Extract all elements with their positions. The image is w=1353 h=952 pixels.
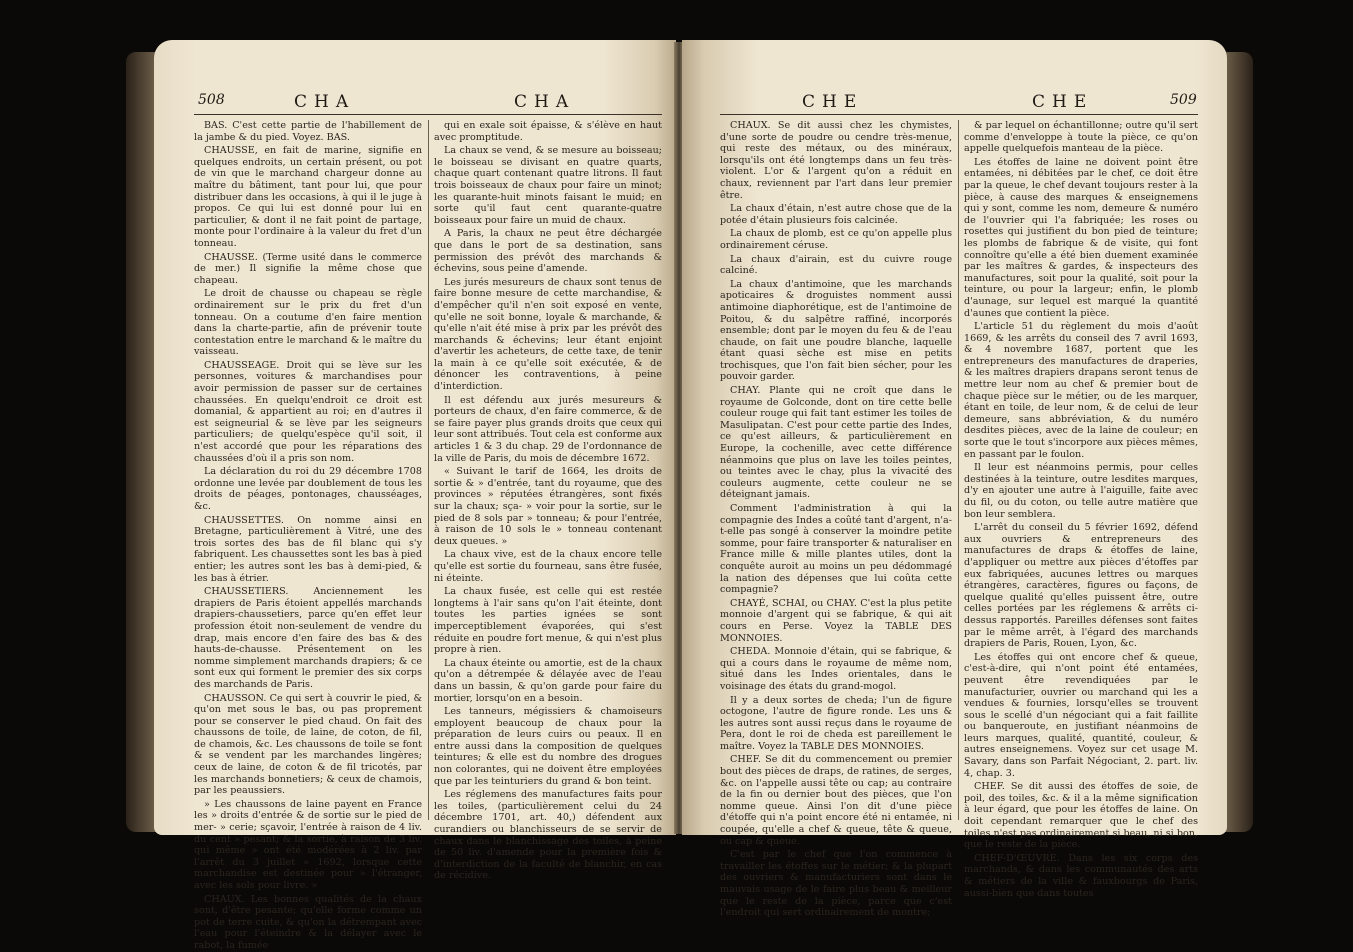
paragraph: CHEF. Se dit du commencement ou premier bout des pièces de draps, de ratines, de serges, &c. on l'appelle aussi tête ou cap; au contraire de la fin ou dernier bout des pièces, que l'on nomme queue. Ainsi l'on dit d'une pièce d'étoffe qui n'a point encore été ni entamée, ni coupée, qu'elle a chef & queue, tête & queue, ou cap & queue. xyxy=(720,754,953,847)
paragraph: L'article 51 du règlement du mois d'août 1669, & les arrêts du conseil des 7 avril 1693, & 4 novembre 1687, portent que les entrepreneurs des manufactures de draperies, & les maîtres drapiers drapans seront tenus de mettre leur nom au chef & premier bout de chaque pièce sur le métier, ou de les marquer, étant en toile, de leur nom, & de celui de leur demeure, sans abbréviation, & du numéro desdites pièces, avec de la laine de couleur; en sorte que le tout s'incorpore aux pièces mêmes, en passant par le foulon. xyxy=(964,321,1198,460)
right-header-rule xyxy=(720,114,1198,115)
paragraph: A Paris, la chaux ne peut être déchargée que dans le port de sa destination, sans permission des prévôt des marchands & échevins, sous peine d'amende. xyxy=(434,228,662,275)
right-page-number: 509 xyxy=(1170,92,1197,108)
paragraph: CHAUSSE, en fait de marine, signifie en quelques endroits, un certain présent, ou pot de vin que le marchand chargeur donne au maître du bâtiment, tant pour lui, que pour distribuer dans les occasions, à qui il le juge à propos. Ce qui lui est donné pour lui en particulier, & dont il ne fait point de partage, monte pour l'ordinaire à la valeur du fret d'un tonneau. xyxy=(194,145,422,249)
paragraph: CHAUX. Les bonnes qualités de la chaux sont, d'être pesante; qu'elle forme comme un pot de terre cuite, & qu'on la détrempant avec l'eau pour l'éteindre & la délayer avec le rabot, la fumée xyxy=(194,893,422,951)
paragraph: & par lequel on échantillonne; outre qu'il sert comme d'enveloppe à toute la pièce, ce qu'on appelle quelquefois manteau de la pièce. xyxy=(964,120,1198,155)
paragraph: Comment l'administration à qui la compagnie des Indes a coûté tant d'argent, n'a-t-elle pas songé à conserver la moindre petite somme, pour faire transporter & naturaliser en France mille & mille plantes utiles, dont la conquête auroit au moins un peu dédommagé la nation des dépenses que lui coûta cette compagnie? xyxy=(720,503,952,596)
left-column-divider xyxy=(428,120,429,820)
paragraph: L'arrêt du conseil du 5 février 1692, défend aux ouvriers & entrepreneurs des manufactures de draps & étoffes de laine, d'appliquer ou mettre aux pièces d'étoffes par eux fabriquées, aucunes lettres ou marques étrangères, caractères, figures ou façons, de quelque qualité qu'elles puissent être, outre celles portées par les réglemens & arrêts ci-dessus rapportés. Pareilles défenses sont faites par le même arrêt, à l'égard des marchands drapiers de Paris, Rouen, Lyon, &c. xyxy=(964,522,1198,650)
paragraph: Il y a deux sortes de cheda; l'un de figure octogone, l'autre de figure ronde. Les uns & les autres sont aussi reçus dans le royaume de Pera, dont le roi de cheda est pareillement le maître. Voyez la TABLE DES MONNOIES. xyxy=(720,694,952,752)
paragraph: qui en exale soit épaisse, & s'élève en haut avec promptitude. xyxy=(434,120,662,143)
paragraph: CHAUSSEAGE. Droit qui se lève sur les personnes, voitures & marchandises pour avoir permission de passer sur de certaines chaussées. En quelqu'endroit ce droit est domanial, & appartient au roi; en d'autres il est seigneurial & se lève par les seigneurs particuliers; de quelqu'espèce qu'il soit, il n'est accordé que pour les réparations des chaussées d'où il a pris son nom. xyxy=(194,359,422,464)
left-column-1 xyxy=(194,120,422,951)
paragraph: La chaux d'antimoine, que les marchands apoticaires & droguistes nomment aussi antimoine diaphorétique, est de l'antimoine de Poitou, & du salpêtre raffiné, incorporés ensemble; dont par le moyen du feu & de l'eau chaude, on fait une poudre blanche, laquelle étant quasi sèche est mise en petits trochisques, que l'on fait bien sécher, pour les pouvoir garder. xyxy=(720,278,952,383)
paragraph: La chaux éteinte ou amortie, est de la chaux qu'on a détrempée & délayée avec de l'eau dans un bassin, & qu'on garde pour faire du mortier, lorsqu'on en a besoin. xyxy=(434,657,662,704)
book-edge-left xyxy=(126,52,156,832)
paragraph: CHEF. Se dit aussi des étoffes de soie, de poil, des toiles, &c. & il a la même signification à leur égard, que pour les étoffes de laine. On doit cependant remarquer que le chef des toiles n'est pas ordinairement si beau, ni si bon, que le reste de la pièce. xyxy=(964,781,1198,851)
right-column-2 xyxy=(964,120,1198,899)
paragraph: Les réglemens des manufactures faits pour les toiles, (particulièrement celui du 24 décembre 1701, art. 40,) défendent aux curandiers ou blanchisseurs de se servir de chaux dans le blanchissage des toiles, à peine de 50 liv. d'amende pour la première fois & d'interdiction de la faculté de blanchir, en cas de récidive. xyxy=(434,789,662,882)
paragraph: C'est par le chef que l'on commence à travailler les étoffes sur le métier; & la plupart des ouvriers & manufacturiers sont dans le mauvais usage de le faire plus beau & meilleur que le reste de la pièce, parce que c'est l'endroit qui sert ordinairement de montre; xyxy=(720,849,952,919)
paragraph: » Les chaussons de laine payent en France les » droits d'entrée & de sortie sur le pied de mer- » cerie; sçavoir, l'entrée à raison de 4 liv. du cent » pesant; & la sortie, à raison de 3 liv. qui même » ont été modérées à 2 liv. par l'arrêt du 3 juillet » 1692, lorsque cette marchandise est destinée pour » l'étranger, avec les sols pour livre. » xyxy=(194,798,422,891)
right-column-1 xyxy=(720,120,953,919)
paragraph: CHAUSSETIERS. Anciennement les drapiers de Paris étoient appellés marchands drapiers-chaussetiers, parce qu'en effet leur profession étoit non-seulement de vendre du drap, mais encore d'en faire des bas & des hauts-de-chausse. Présentement on les nomme simplement marchands drapiers; & ce sont eux qui forment le premier des six corps des marchands de Paris. xyxy=(194,586,422,690)
paragraph: CHAUSSETTES. On nomme ainsi en Bretagne, particulièrement à Vitré, une des trois sortes des bas de fil blanc qui s'y fabriquent. Les chaussettes sont les bas à pied entier; les autres sont les bas à demi-pied, & les bas à étrier. xyxy=(194,514,422,584)
paragraph: CHEDA. Monnoie d'étain, qui se fabrique, & qui a cours dans le royaume de même nom, situé dans les Indes orientales, dans le voisinage des états du grand-mogol. xyxy=(720,646,952,692)
paragraph: BAS. C'est cette partie de l'habillement de la jambe & du pied. Voyez. BAS. xyxy=(194,120,422,143)
paragraph: CHEF-D'ŒUVRE. Dans les six corps des marchands, & dans les communautés des arts & métiers de la ville & fauxbourgs de Paris, aussi-bien que dans toutes xyxy=(964,852,1198,899)
paragraph: Il est défendu aux jurés mesureurs & porteurs de chaux, d'en faire commerce, & de se faire payer plus grands droits que ceux qui leur sont attribués. Tout cela est conforme aux articles 1 & 3 du chap. 29 de l'ordonnance de la ville de Paris, du mois de décembre 1672. xyxy=(434,394,662,464)
left-running-head-1: CHA xyxy=(294,92,356,112)
paragraph: Les étoffes qui ont encore chef & queue, c'est-à-dire, qui n'ont point été entamées, peuvent être revendiquées par le manufacturier, ouvrier ou marchand qui les a vendues & fournies, lorsqu'elles se trouvent sous le scellé d'un négociant qui a fait faillite ou banqueroute, en justifiant néanmoins de leurs marques, qualité, quantité, couleur, & autres enseignemens. Voyez sur cet usage M. Savary, dans son Parfait Négociant, 2. part. liv. 4, chap. 3. xyxy=(964,651,1198,779)
left-running-head-2: CHA xyxy=(514,92,576,112)
paragraph: La chaux vive, est de la chaux encore telle qu'elle est sortie du fourneau, sans être fusée, ni éteinte. xyxy=(434,549,662,584)
paragraph: « Suivant le tarif de 1664, les droits de sortie & » d'entrée, tant du royaume, que des provinces » réputées étrangères, sont fixés sur la chaux; sça- » voir pour la sortie, sur le pied de 8 sols par » tonneau; & pour l'entrée, à raison de 10 sols le » tonneau contenant deux queues. » xyxy=(434,466,662,547)
paragraph: La déclaration du roi du 29 décembre 1708 ordonne une levée par doublement de tous les droits de péages, pontonages, chausséages, &c. xyxy=(194,466,422,512)
right-running-head-1: CHE xyxy=(802,92,864,112)
paragraph: CHAY. Plante qui ne croît que dans le royaume de Golconde, dont on tire cette belle couleur rouge qui fait tant estimer les toiles de Masulipatan. C'est pour cette partie des Indes, ce qu'est ailleurs, & particulièrement en Europe, la cochenille, avec cette différence néanmoins que plus on lave les toiles peintes, ou teintes avec le chay, plus la vivacité des couleurs augmente, cette couleur ne se déteignant jamais. xyxy=(720,385,952,501)
open-book xyxy=(6,12,1347,951)
paragraph: Il leur est néanmoins permis, pour celles destinées à la teinture, outre lesdites marques, d'y en ajouter une autre à l'aiguille, faite avec du fil, ou du coton, ou telle autre matière que bon leur semblera. xyxy=(964,462,1198,520)
left-page xyxy=(154,40,676,951)
right-column-divider xyxy=(958,120,959,820)
paragraph: La chaux fusée, est celle qui est restée longtems à l'air sans qu'on l'ait éteinte, dont toutes les parties ignées se sont imperceptiblement évaporées, qui s'est réduite en poudre fort menue, & qui n'est plus propre à rien. xyxy=(434,586,662,656)
paragraph: La chaux de plomb, est ce qu'on appelle plus ordinairement céruse. xyxy=(720,228,952,251)
book-edge-right xyxy=(1225,52,1253,832)
paragraph: Les étoffes de laine ne doivent point être entamées, ni débitées par le chef, ce doit être par la queue, le chef devant toujours rester à la pièce, à cause des marques & enseignemens qui y sont, comme les nom, demeure & numéro de l'ouvrier qui l'a fabriquée; les roses ou rosettes qui justifient du bon pied de teinture; les plombs de fabrique & de visite, qui font connoître qu'elle a été bien duement examinée par les maîtres & gardes, & inspecteurs des manufactures, soit pour la qualité, soit pour la teinture, ou pour la largeur; enfin, le plomb d'aunage, sur lequel est marqué la quantité d'aunes que contient la pièce. xyxy=(964,156,1198,319)
paragraph: CHAUSSON. Ce qui sert à couvrir le pied, & qu'on met sous le bas, ou pas proprement pour se conserver le pied chaud. On fait des chaussons de toile, de laine, de coton, de fil, de chamois, &c. Les chaussons de toile se font & se vendent par les marchandes lingères; ceux de laine, de coton & de fil tricotés, par les marchands bonnetiers; & ceux de chamois, par les peaussiers. xyxy=(194,692,422,797)
paragraph: CHAYÉ, SCHAI, ou CHAY. C'est la plus petite monnoie d'argent qui se fabrique, & qui ait cours en Perse. Voyez la TABLE DES MONNOIES. xyxy=(720,597,952,644)
right-page xyxy=(682,40,1227,919)
paragraph: La chaux d'étain, n'est autre chose que de la potée d'étain plusieurs fois calcinée. xyxy=(720,203,952,226)
paragraph: Le droit de chausse ou chapeau se règle ordinairement sur le prix du fret d'un tonneau. On a coutume d'en faire mention dans la charte-partie, afin de prévenir toute contestation entre le marchand & le maître du vaisseau. xyxy=(194,288,422,358)
paragraph: CHAUX. Se dit aussi chez les chymistes, d'une sorte de poudre ou cendre très-menue, qui reste des métaux, ou des minéraux, lorsqu'ils ont été longtemps dans un feu très-violent. L'or & l'argent qu'on a réduit en chaux, reviennent par l'art dans leur premier être. xyxy=(720,120,952,201)
left-column-2 xyxy=(434,120,662,882)
paragraph: Les tanneurs, mégissiers & chamoiseurs employent beaucoup de chaux pour la préparation de leurs cuirs ou peaux. Il en entre aussi dans la composition de quelques teintures; & elle est du nombre des drogues non colorantes, qui ne doivent être employées que par les teinturiers du grand & bon teint. xyxy=(434,706,662,787)
left-header-rule xyxy=(194,114,662,115)
paragraph: La chaux se vend, & se mesure au boisseau; le boisseau se divisant en quatre quarts, chaque quart contenant quatre litrons. Il faut trois boisseaux de chaux pour faire un minot; les quarante-huit minots faisant le muid; en sorte qu'il faut cent quarante-quatre boisseaux pour faire un muid de chaux. xyxy=(434,145,662,226)
left-page-number: 508 xyxy=(198,92,225,108)
right-running-head-2: CHE xyxy=(1032,92,1094,112)
paragraph: Les jurés mesureurs de chaux sont tenus de faire bonne mesure de cette marchandise, & d'empêcher qu'il n'en soit exposé en vente, qu'elle ne soit bonne, loyale & marchande, & qu'elle n'ait été mise à prix par les prévôt des marchands & échevins; leur étant enjoint d'avertir les acheteurs, de cette taxe, de tenir la main à ce qu'elle soit exécutée, & de dénoncer les contraventions, à peine d'interdiction. xyxy=(434,276,662,393)
paragraph: La chaux d'airain, est du cuivre rouge calciné. xyxy=(720,253,952,277)
paragraph: CHAUSSE. (Terme usité dans le commerce de mer.) Il signifie la même chose que chapeau. xyxy=(194,251,422,286)
